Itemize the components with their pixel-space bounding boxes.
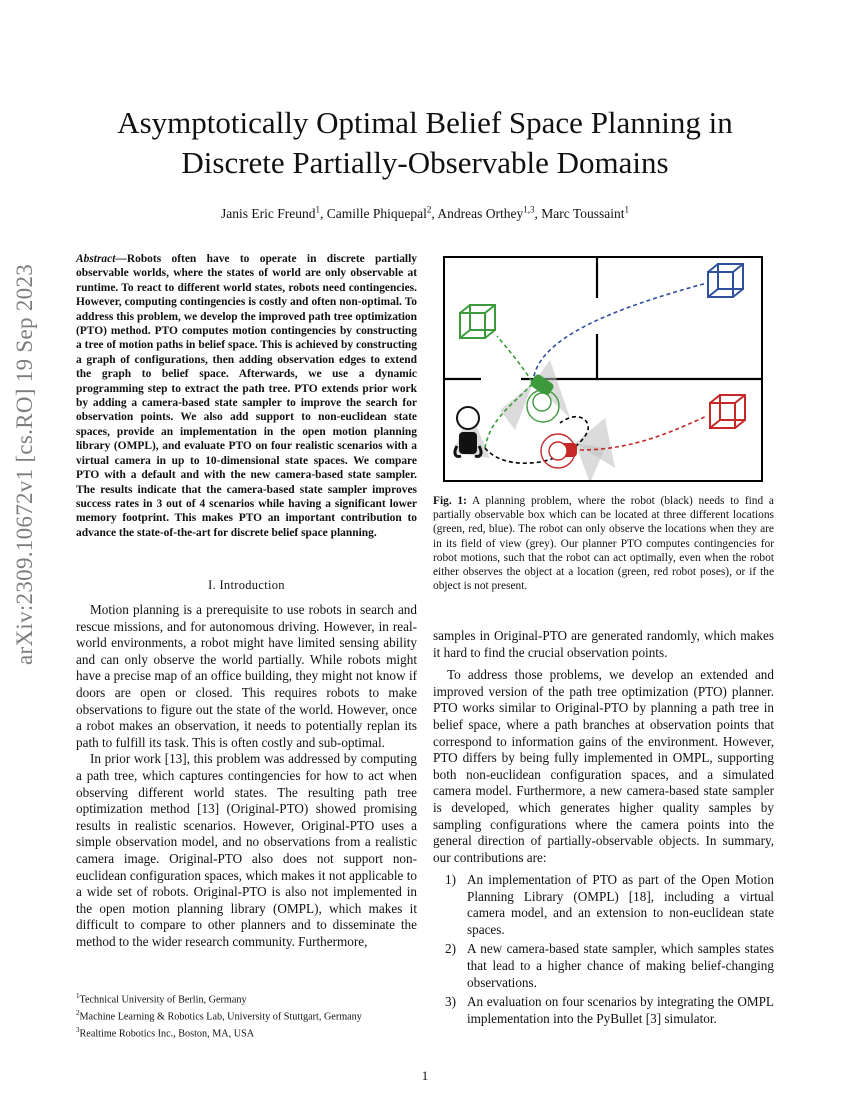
footnote: $^1$Technical University of Berlin, Germany [76, 992, 247, 1006]
author: Marc Toussaint$^1$ [541, 204, 629, 221]
footnotes [76, 990, 417, 1041]
paper-title [60, 103, 790, 183]
arxiv-identifier: arXiv:2309.10672v1 [cs.RO] 19 Sep 2023 [12, 263, 37, 665]
red-box-location [710, 395, 745, 428]
column-1-body [76, 602, 417, 950]
paragraph: In prior work [13], this problem was addressed by computing a path tree, which captures contingencies for how to act when observing different world states. The resulting path tree optimization method [13] (Original-PTO) showed promising results in realistic scenarios. However, Original-PTO uses a simple observation model, and no observations from a realistic camera image. Original-PTO also does not support non-euclidean configuration spaces, which makes it not applicable to a wide set of robots. Original-PTO is also not implemented in the open motion planning library (OMPL), which makes it difficult to compare to other planners and to disseminate the method to the wider research community. Furthermore, [76, 751, 417, 949]
figure-1 [443, 256, 763, 482]
list-item: 2) A new camera-based state sampler, which samples states that lead to a higher chance of making belief-changing observations. [445, 941, 774, 990]
column-2-body [433, 628, 774, 866]
author-list [60, 204, 790, 222]
abstract-text: —Robots often have to operate in discrete partially observable worlds, where the states of world are only observable at runtime. To react to different world states, robots need contingencies. However, computing contingencies is costly and often non-optimal. To address this problem, we develop the improved path tree optimization (PTO) method. PTO computes motion contingencies by constructing a tree of motion paths in belief space. This is achieved by constructing a graph of configurations, then adding observation edges to extend the graph to belief space. Afterwards, we use a dynamic programming step to extract the path tree. PTO extends prior work by adding a camera-based state sampler to improve the search for observation points. We also add support to non-euclidean state spaces, provide an implementation in the open motion planning library (OMPL), and evaluate PTO on four realistic scenarios with a virtual camera in up to 10-dimensional state spaces. We compare PTO with a default and with the new camera-based state sampler. The results indicate that the camera-based state sampler improves success rates in 3 out of 4 scenarios while having a significant lower memory footprint. This makes PTO an important contribution to advance the state-of-the-art for discrete belief space planning. [76, 253, 417, 539]
blue-box-location [708, 264, 743, 297]
section-heading: I. Introduction [208, 578, 285, 592]
figure-caption [433, 494, 774, 593]
author: Janis Eric Freund$^1$, [221, 204, 327, 221]
title-line-2: Discrete Partially-Observable Domains [181, 145, 669, 180]
red-robot-pose [541, 434, 577, 468]
caption-text: A planning problem, where the robot (black) needs to find a partially observable box which can be located at three different locations (green, red, blue). The robot can only observe the locations when they are in its field of view (grey). Our planner PTO computes contingencies for robot motions, such that the robot can act optimally, even when the robot either observes the object at a location (green, red robot poses), or if the object is not present. [433, 495, 774, 593]
paragraph: To address those problems, we develop an extended and improved version of the path tree optimization (PTO) planner. PTO works similar to Original-PTO by planning a path tree in belief space, where a path branches at observation points that correspond to information gains of the environment. However, PTO differs by being fully implemented in OMPL, supporting both non-euclidean configuration spaces, and a simulated camera model. Furthermore, a new camera-based state sampler is developed, which generates higher quality samples by sampling configurations where the camera points into the general direction of partially-observable objects. In summary, our contributions are: [433, 667, 774, 865]
list-item: 3) An evaluation on four scenarios by integrating the OMPL implementation into the PyBullet [3] simulator. [445, 994, 774, 1026]
author: Andreas Orthey$^{1,3}$, [437, 204, 542, 221]
room-walls [445, 258, 761, 379]
figure-label: Fig. 1: [433, 495, 467, 507]
abstract [76, 252, 417, 540]
paragraph: samples in Original-PTO are generated randomly, which makes it hard to find the crucial observation points. [433, 628, 774, 660]
page-number: 1 [421, 1068, 429, 1083]
abstract-label: Abstract [76, 253, 116, 265]
path-to-blue [533, 283, 707, 383]
author: Camille Phiquepal$^2$, [326, 204, 438, 221]
footnote: $^3$Realtime Robotics Inc., Boston, MA, USA [76, 1025, 255, 1040]
list-item: 1) An implementation of PTO as part of the Open Motion Planning Library (OMPL) [18], including a virtual camera model, and an extension to non-euclidean state spaces. [445, 872, 774, 937]
footnote: $^2$Machine Learning & Robotics Lab, University of Stuttgart, Germany [76, 1008, 362, 1023]
green-box-location [460, 305, 495, 338]
paragraph: Motion planning is a prerequisite to use robots in search and rescue missions, and for autonomous driving. However, in real-world environments, a robot might have limited sensing ability and can only observe the world partially. While robots might have a precise map of an office building, they might not know if doors are open or closed. This requires robots to make observations to figure out the state of the world. However, once a robot makes an observation, it needs to potentially replan its path to fulfill its task. This is often costly and sub-optimal. [76, 602, 417, 750]
title-line-1: Asymptotically Optimal Belief Space Planning in [117, 105, 733, 140]
contributions-list [433, 872, 774, 1030]
planning-problem-illustration [445, 258, 761, 480]
